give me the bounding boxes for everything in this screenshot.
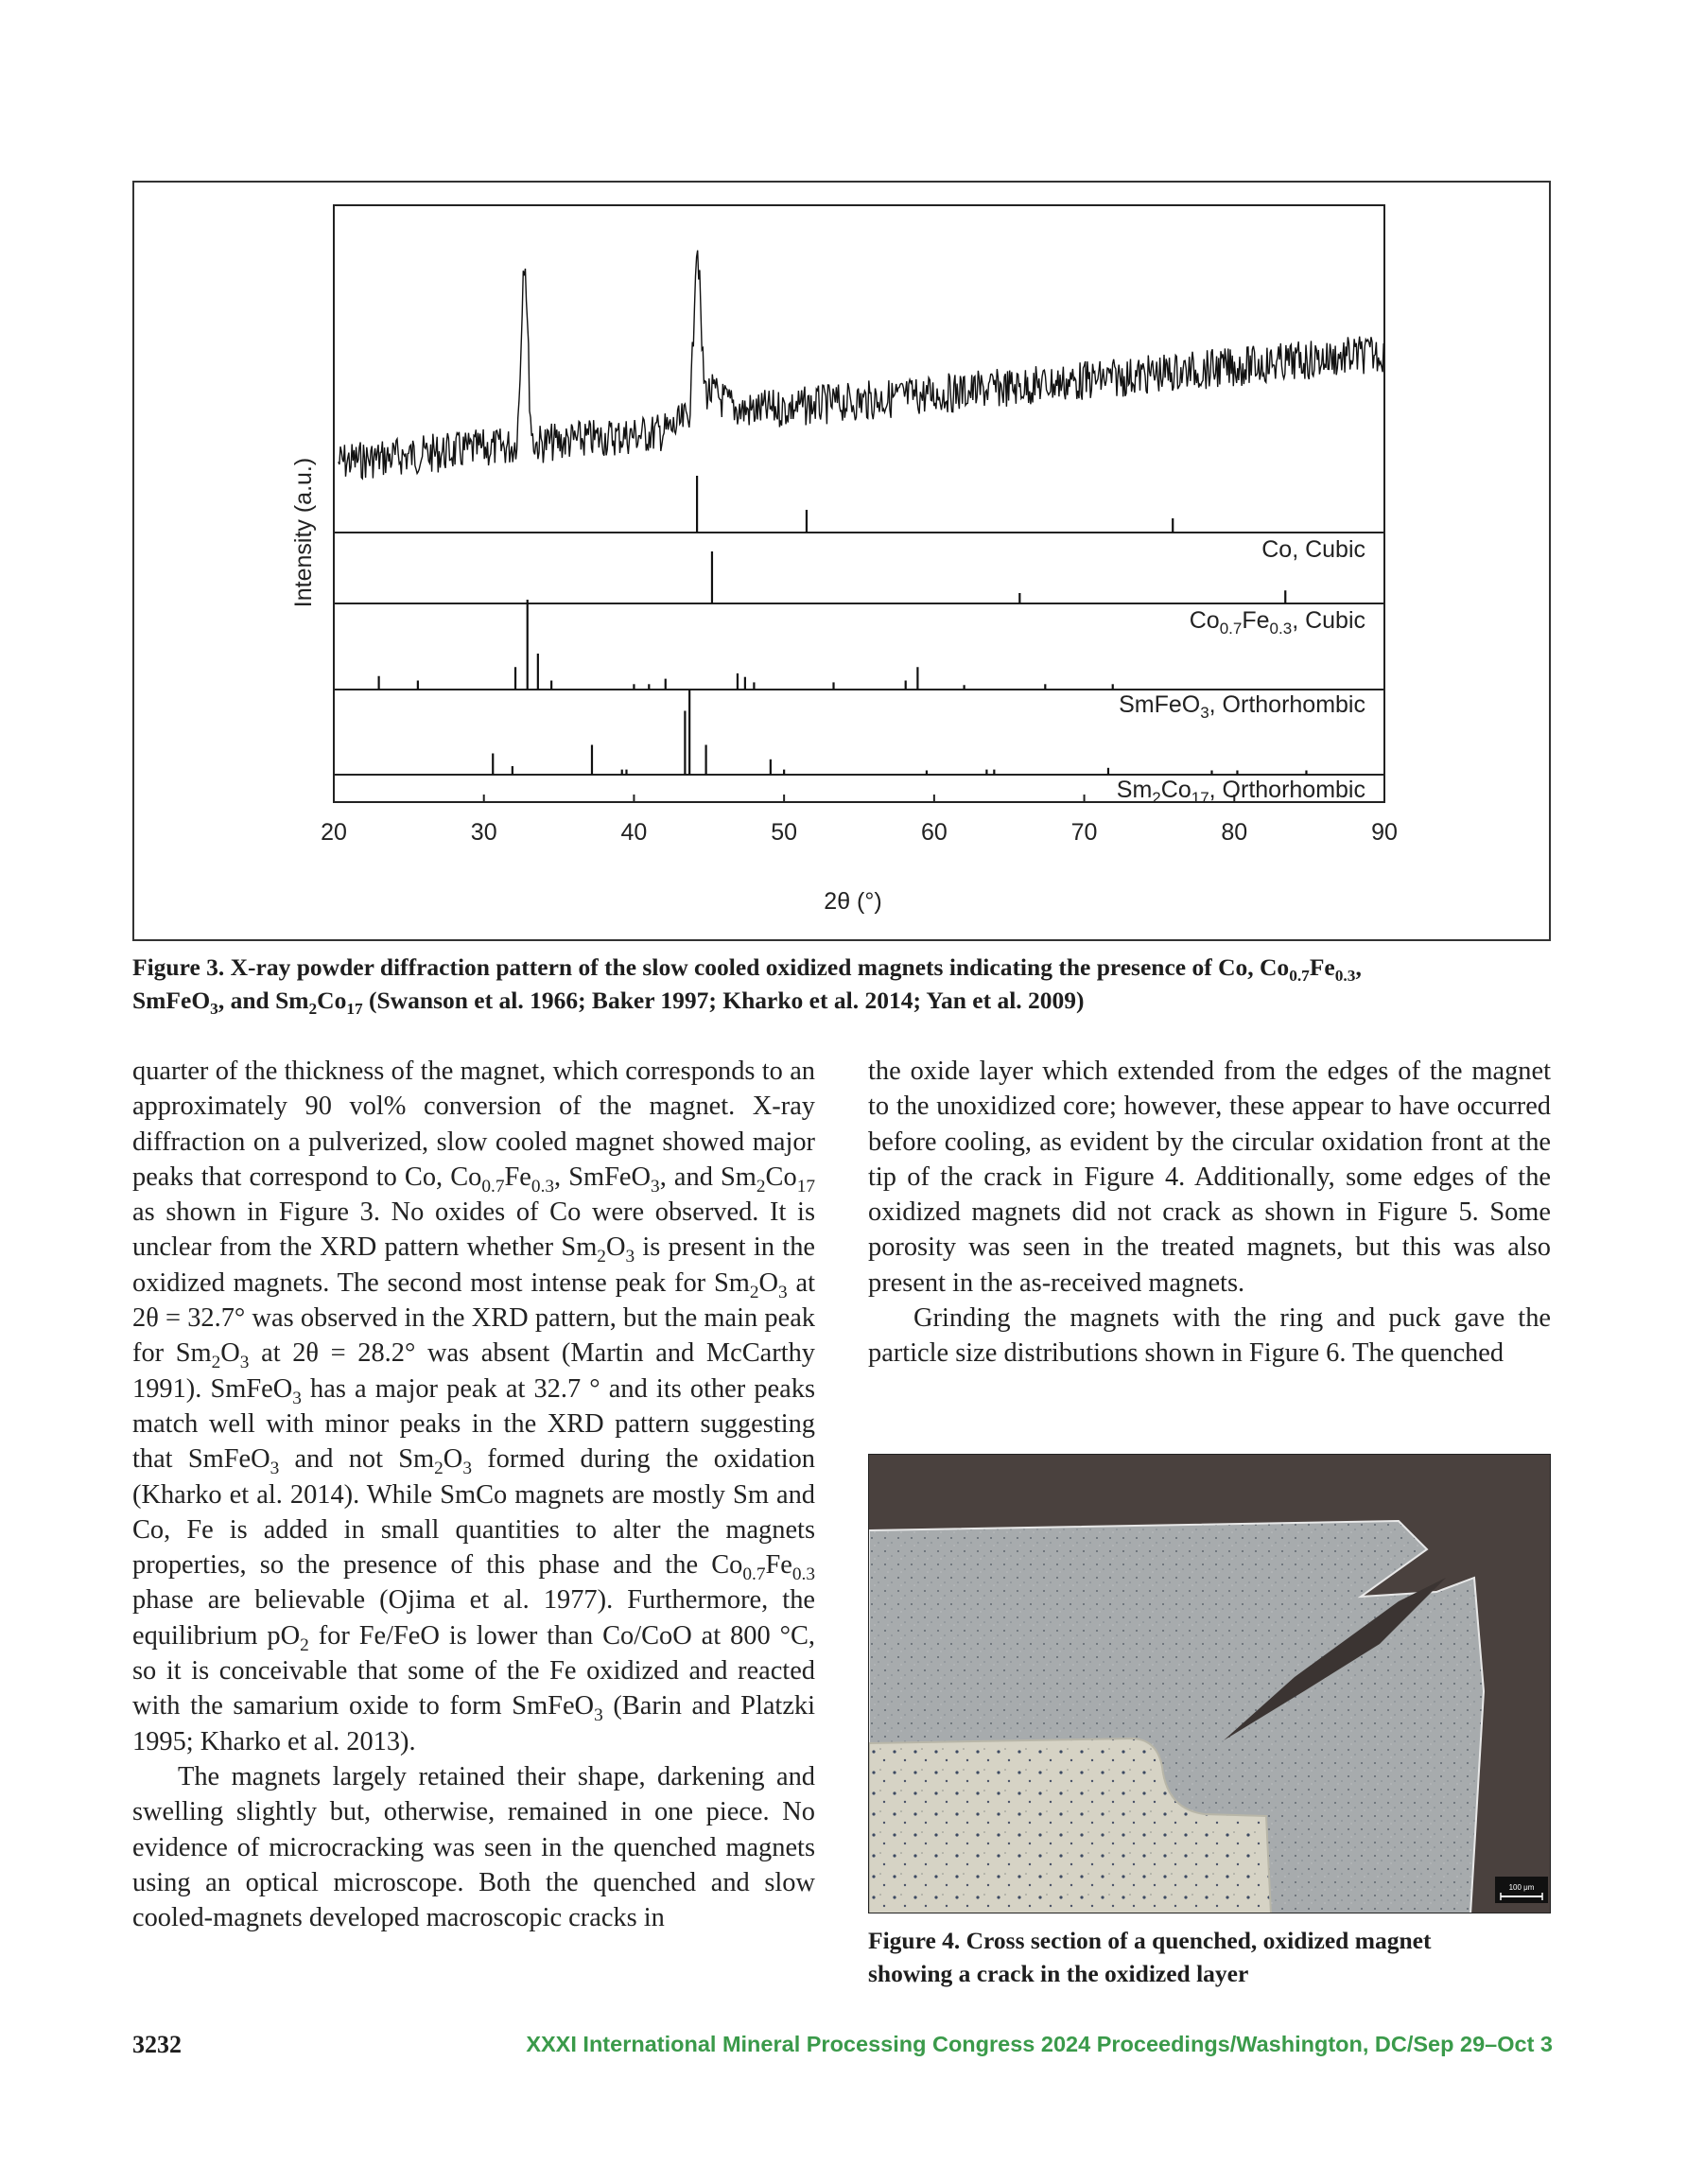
x-tick-label: 50 (771, 819, 798, 846)
left-text-column (132, 1054, 815, 1935)
xrd-chart (134, 183, 1549, 939)
x-tick-label: 20 (321, 819, 347, 846)
right-text-column (868, 1054, 1551, 1372)
x-tick-label: 60 (920, 819, 948, 846)
measured-xrd-pattern (339, 251, 1383, 479)
xrd-plot-area (321, 205, 1398, 846)
x-tick-label: 40 (620, 819, 648, 846)
page-number: 3232 (132, 2031, 182, 2058)
figure-3-caption-line-1: Figure 3. X-ray powder diffraction pattern of the slow cooled oxidized magnets indicating the presence of Co, $Co_{0.7}Fe_{0.3}$, (132, 953, 1362, 986)
y-axis-label: Intensity (a.u.) (290, 457, 317, 608)
figure-4-caption-line-2: showing a crack in the oxidized layer (868, 1960, 1249, 1987)
proceedings-footer: XXXI International Mineral Processing Congress 2024 Proceedings/Washington, DC/Sep 29–Oct 3 (526, 2032, 1553, 2056)
left-paragraph-1: quarter of the thickness of the magnet, which corresponds to an approximately 90 vol% conversion of the magnet. X-ray diffraction on a pulverized, slow cooled magnet showed major peaks that correspond to Co, $Co_{0.7}Fe_{0.3}$, SmFeO$_3$, and $Sm_2Co_{17}$ as shown in Figure 3. No oxides of Co were observed. It is unclear from the XRD pattern whether $Sm_2O_3$ is present in the oxidized magnets. The second most intense peak for $Sm_2O_3$ at 2θ = 32.7° was observed in the XRD pattern, but the main peak for $Sm_2O_3$ at 2θ = 28.2° was absent (Martin and McCarthy 1991). SmFeO$_3$ has a major peak at 32.7 ° and its other peaks match well with minor peaks in the XRD pattern suggesting that SmFeO$_3$ and not $Sm_2O_3$ formed during the oxidation (Kharko et al. 2014). While SmCo magnets are mostly Sm and Co, Fe is added in small quantities to alter the magnets properties, so the presence of this phase and the $Co_{0.7}Fe_{0.3}$ phase are believable (Ojima et al. 1977). Furthermore, the equilibrium $pO_2$ for Fe/FeO is lower than Co/CoO at 800 °C, so it is conceivable that some of the Fe oxidized and reacted with the samarium oxide to form SmFeO$_3$ (Barin and Platzki 1995; Kharko et al. 2013). (132, 1057, 816, 1756)
scale-bar-label: 100 μm (1508, 1883, 1535, 1892)
figure-3-frame (132, 181, 1551, 941)
figure-3-caption (132, 951, 1556, 1017)
scale-bar (1495, 1877, 1548, 1903)
x-tick-label: 90 (1371, 819, 1398, 846)
x-tick-label: 30 (470, 819, 497, 846)
right-paragraph-2: Grinding the magnets with the ring and puck gave the particle size distributions shown in Figure 6. The quenched (868, 1303, 1551, 1369)
x-axis-label: 2θ (°) (824, 888, 882, 915)
right-paragraph-1: the oxide layer which extended from the edges of the magnet to the unoxidized core; however, these appear to have occurred before cooling, as evident by the circular oxidation front at the tip of the crack in Figure 4. Additionally, some edges of the oxidized magnets did not crack as shown in Figure 5. Some porosity was seen in the treated magnets, but this was also present in the as-received magnets. (868, 1057, 1551, 1298)
figure-4-micrograph (868, 1454, 1551, 1913)
figure-3-caption-line-2: SmFeO$_3$, and $Sm_2Co_{17}$ (Swanson et al. 1966; Baker 1997; Kharko et al. 2014; Yan et al. 2009) (132, 987, 1085, 1019)
legend-co07fe03-cubic: $Co_{0.7}Fe_{0.3}$, Cubic (1189, 607, 1365, 638)
x-tick-label: 80 (1221, 819, 1248, 846)
left-paragraph-2: The magnets largely retained their shape, darkening and swelling slightly but, otherwise, remained in one piece. No evidence of microcracking was seen in the quenched magnets using an optical microscope. Both the quenched and slow cooled-magnets developed macroscopic cracks in (132, 1761, 815, 1933)
x-tick-label: 70 (1070, 819, 1098, 846)
micrograph-image (869, 1455, 1551, 1913)
legend-sm2co17-orthorhombic: $Sm_2Co_{17}$, Orthorhombic (1116, 777, 1365, 807)
legend-smfeo3-orthorhombic: SmFeO$_3$, Orthorhombic (1119, 691, 1365, 722)
figure-4-caption-line-1: Figure 4. Cross section of a quenched, oxidized magnet (868, 1927, 1432, 1954)
figure-4-caption (868, 1924, 1551, 1990)
legend-co-cubic: Co, Cubic (1261, 536, 1365, 563)
